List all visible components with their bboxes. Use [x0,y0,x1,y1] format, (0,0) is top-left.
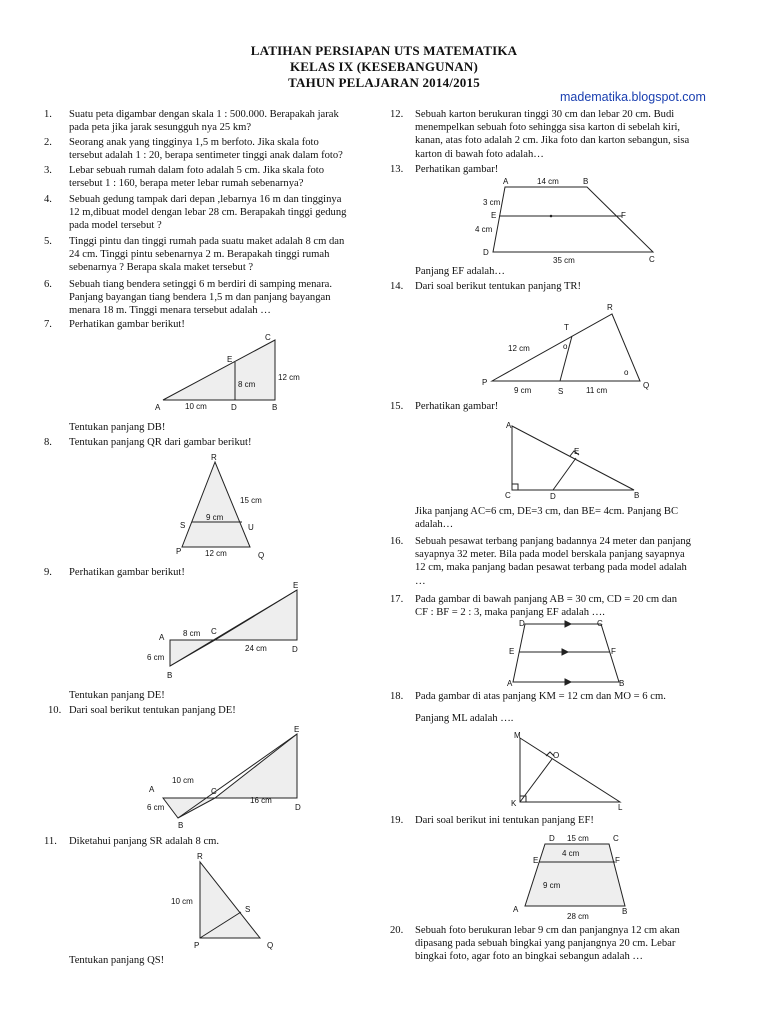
question-13-prompt: Panjang EF adalah… [415,266,506,277]
label-a: A [159,633,165,642]
length-pq: 12 cm [205,549,227,558]
length-dc: 35 cm [553,256,575,265]
question-text: Seorang anak yang tingginya 1,5 m berfoto. Jika skala foto tersebut adalah 1 : 20, berapa sentimeter tinggi anak dalam foto? [69,137,343,162]
label-r: R [607,303,613,312]
label-b: B [583,177,589,186]
question-text: Perhatikan gambar! [415,164,499,175]
label-b: B [167,671,173,678]
triangle-klm [520,738,620,802]
question-text: Perhatikan gambar berikut! [69,567,185,578]
length-ab: 14 cm [537,177,559,186]
label-b: B [272,403,278,412]
question-text: Sebuah gedung tampak dari depan ,lebarnya 16 m dan tingginya 12 m,dibuat model dengan lebar 28 cm. Berapakah tinggi gedung pada model tersebut ? [69,194,347,232]
question-text: Suatu peta digambar dengan skala 1 : 500.000. Berapakah jarak pada peta jika jarak sesungguh nya 25 km? [69,109,339,134]
question-text: Dari soal berikut ini tentukan panjang EF! [415,815,594,826]
question-text: Pada gambar di bawah panjang AB = 30 cm, CD = 20 cm dan CF : BF = 2 : 3, maka panjang EF adalah …. [415,594,678,619]
label-s: S [245,905,251,914]
label-a: A [149,785,155,794]
length-cb: 12 cm [278,373,300,382]
question-number: 15. [390,401,404,412]
label-a: A [503,177,509,186]
figure-19 [505,830,635,922]
length-ae: 3 cm [483,198,501,207]
question-text: Dari soal berikut tentukan panjang TR! [415,281,582,292]
trapezoid-abcd [493,187,653,252]
length-ru: 15 cm [240,496,262,505]
label-d: D [231,403,237,412]
label-b: B [634,491,640,500]
label-b: B [178,821,184,830]
label-e: E [294,725,300,734]
length-height: 9 cm [543,881,561,890]
triangle-pqr [200,862,260,938]
midpoint-dot [550,215,553,218]
question-text: Dari soal berikut tentukan panjang DE! [69,705,236,716]
question-text: Sebuah pesawat terbang panjang badannya 24 meter dan panjang sayapnya 32 meter. Bila pada model berskala panjang sayapnya 12 cm, maka panjang badan pesawat terbang pada model adalah … [415,536,691,587]
angle-mark-q: o [624,368,629,377]
length-ad: 10 cm [185,402,207,411]
question-number: 18. [390,691,404,702]
label-s: S [180,521,186,530]
triangle-abc [163,798,215,818]
length-ab: 6 cm [147,653,165,662]
label-c: C [265,333,271,342]
label-e: E [533,856,539,865]
length-ab: 28 cm [567,912,589,921]
question-text: Tentukan panjang QR dari gambar berikut! [69,437,252,448]
title-line-1: LATIHAN PERSIAPAN UTS MATEMATIKA [250,43,518,58]
length-pr: 10 cm [171,897,193,906]
label-e: E [574,447,580,456]
label-c: C [505,491,511,500]
label-q: Q [643,381,650,390]
question-number: 1. [44,109,52,120]
question-7-prompt: Tentukan panjang DB! [69,422,166,433]
label-c: C [613,834,619,843]
label-m: M [514,731,521,740]
label-c: C [597,619,603,628]
question-text: Diketahui panjang SR adalah 8 cm. [69,836,220,847]
question-15-prompt: Jika panjang AC=6 cm, DE=3 cm, dan BE= 4cm. Panjang BC adalah… [415,506,679,531]
label-o: O [553,751,560,760]
length-sq: 11 cm [586,386,608,395]
label-e: E [293,581,299,590]
length-ab: 6 cm [147,803,165,812]
question-text: Tinggi pintu dan tinggi rumah pada suatu maket adalah 8 cm dan 24 cm. Tinggi pintu sebenarnya 2 m. Berapakah tinggi rumah sebenarnya ? Berapa skala maket tersebut ? [69,236,345,274]
label-c: C [211,787,217,796]
label-l: L [618,803,623,812]
label-f: F [615,856,620,865]
figure-7 [145,330,305,418]
label-q: Q [267,941,274,950]
question-18-prompt: Panjang ML adalah …. [415,713,514,724]
length-pt: 12 cm [508,344,530,353]
figure-10 [145,720,315,832]
label-a: A [513,905,519,914]
question-number: 16. [390,536,404,547]
question-number: 2. [44,137,52,148]
label-p: P [176,547,182,556]
label-r: R [197,852,203,861]
label-p: P [482,378,488,387]
triangle-abc [163,340,275,400]
length-ac: 8 cm [183,629,201,638]
label-c: C [211,627,217,636]
label-e: E [509,647,515,656]
length-cd: 16 cm [250,796,272,805]
figure-17 [505,618,635,690]
question-number: 11. [44,836,57,847]
length-de: 4 cm [562,849,580,858]
question-text: Pada gambar di atas panjang KM = 12 cm dan MO = 6 cm. [415,691,666,702]
site-url[interactable]: madematika.blogspot.com [560,90,706,104]
figure-13 [475,175,665,265]
label-p: P [194,941,200,950]
question-number: 19. [390,815,404,826]
length-ps: 9 cm [514,386,532,395]
label-a: A [506,421,512,430]
question-text: Sebuah karton berukuran tinggi 30 cm dan lebar 20 cm. Budi menempelkan sebuah foto sehingga sisa karton di sebelah kiri, kanan, atas foto adalah 2 cm. Jika foto dan karton sebangun, sisa karton di bawah foto adalah… [415,109,690,160]
figure-9 [145,578,315,678]
title-line-3: TAHUN PELAJARAN 2014/2015 [288,75,480,90]
title-line-2: KELAS IX (KESEBANGUNAN) [289,59,479,74]
question-number: 8. [44,437,52,448]
label-f: F [611,647,616,656]
angle-mark-t: o [563,342,568,351]
label-a: A [507,679,513,688]
figure-8 [170,450,280,560]
length-ac: 10 cm [172,776,194,785]
label-u: U [248,523,254,532]
question-number: 3. [44,165,52,176]
figure-18 [508,728,628,812]
question-9-prompt: Tentukan panjang DE! [69,690,165,701]
label-k: K [511,799,517,808]
label-t: T [564,323,569,332]
question-text: Lebar sebuah rumah dalam foto adalah 5 cm. Jika skala foto tersebut 1 : 160, berapa meter lebar rumah sebenarnya? [69,165,325,190]
label-q: Q [258,551,265,560]
question-11-prompt: Tentukan panjang QS! [69,955,165,966]
question-number: 13. [390,164,404,175]
label-d: D [550,492,556,501]
label-a: A [155,403,161,412]
question-number: 6. [44,279,52,290]
length-su: 9 cm [206,513,224,522]
question-number: 17. [390,594,404,605]
triangle-cde [215,734,297,798]
question-number: 12. [390,109,404,120]
label-d: D [292,645,298,654]
question-text: Sebuah foto berukuran lebar 9 cm dan panjangnya 12 cm akan dipasang pada sebuah bingkai yang panjangnya 20 cm. Lebar bingkai foto, agar foto an bingkai sebangun adalah … [415,925,680,963]
question-number: 14. [390,281,404,292]
question-number: 4. [44,194,52,205]
label-b: B [622,907,628,916]
label-c: C [649,255,655,264]
figure-11 [165,850,285,950]
length-dc: 15 cm [567,834,589,843]
label-f: F [621,211,626,220]
question-text: Perhatikan gambar berikut! [69,319,185,330]
question-number: 9. [44,567,52,578]
figure-15 [498,418,648,504]
label-e: E [491,211,497,220]
triangle-abc [512,426,634,490]
length-ed: 4 cm [475,225,493,234]
question-text: Perhatikan gambar! [415,401,499,412]
label-d: D [549,834,555,843]
label-s: S [558,387,564,396]
question-number: 7. [44,319,52,330]
label-e: E [227,355,233,364]
question-text: Sebuah tiang bendera setinggi 6 m berdiri di samping menara. Panjang bayangan tiang bendera 1,5 m dan panjang bayangan menara 18 m. Tinggi menara tersebut adalah … [69,279,333,317]
length-ed: 8 cm [238,380,256,389]
question-number: 10. [48,705,62,716]
label-d: D [483,248,489,257]
length-cd: 24 cm [245,644,267,653]
question-number: 20. [390,925,404,936]
label-b: B [619,679,625,688]
label-r: R [211,453,217,462]
question-number: 5. [44,236,52,247]
label-d: D [519,619,525,628]
figure-14 [478,296,668,400]
label-d: D [295,803,301,812]
